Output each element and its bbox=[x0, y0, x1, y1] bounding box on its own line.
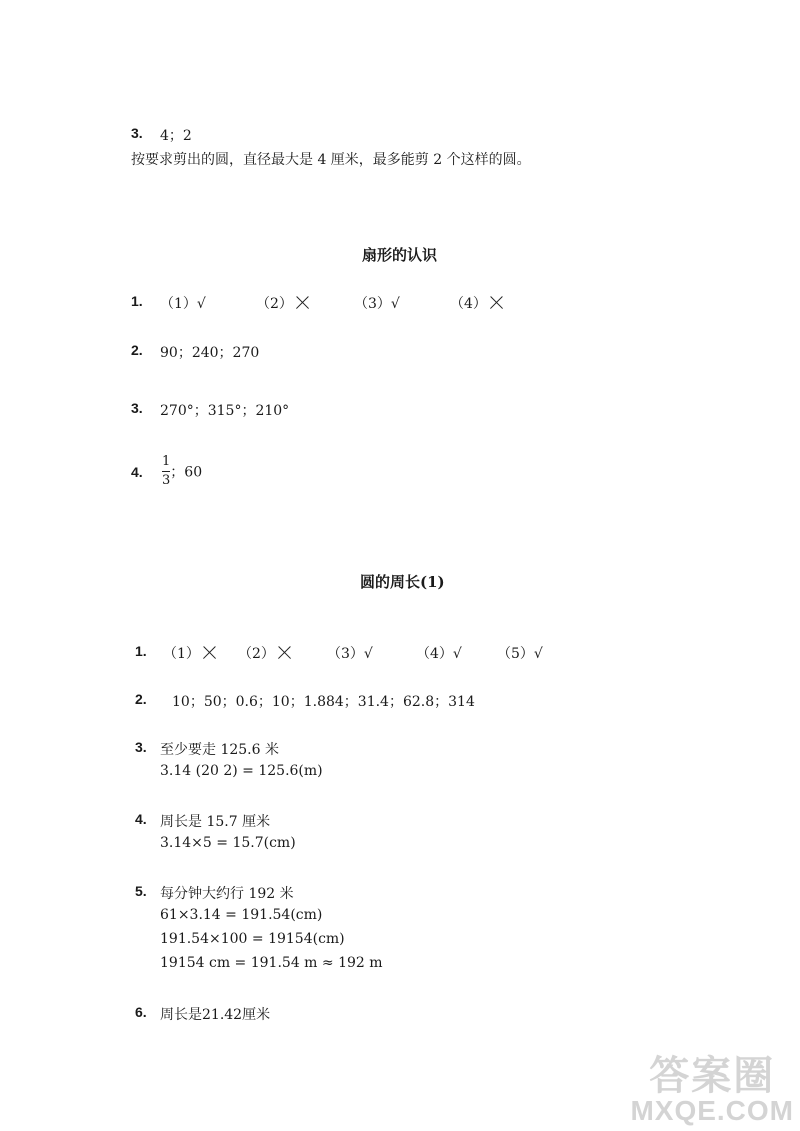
judgement-item: （1） bbox=[163, 643, 216, 663]
answer-text: 周长是 15.7 厘米 bbox=[160, 814, 271, 830]
check-icon: √ bbox=[390, 296, 400, 312]
question-number: 3. bbox=[131, 400, 143, 416]
question-number: 3. bbox=[131, 125, 143, 141]
question-number: 6. bbox=[135, 1004, 147, 1020]
calculation-line: 19154 cm = 191.54 m ≈ 192 m bbox=[160, 955, 383, 971]
question-number: 2. bbox=[135, 691, 147, 707]
calculation-line: 61×3.14 = 191.54(cm) bbox=[160, 907, 323, 923]
check-icon: √ bbox=[452, 646, 462, 662]
question-number: 4. bbox=[135, 811, 147, 827]
question-number: 3. bbox=[135, 739, 147, 755]
answer-text: 90；240；270 bbox=[160, 345, 260, 361]
check-icon: √ bbox=[196, 296, 206, 312]
question-number: 5. bbox=[135, 883, 147, 899]
judgement-item: （2） bbox=[256, 293, 309, 313]
fraction-answer: $\frac{1}{3}$ ；60 bbox=[162, 454, 203, 488]
judgement-item: （2） bbox=[238, 643, 291, 663]
cross-icon bbox=[202, 646, 216, 660]
judgement-item: （5）√ bbox=[497, 646, 543, 662]
section-title: 圆的周长(1) bbox=[360, 573, 445, 591]
calculation-line: 191.54×100 = 19154(cm) bbox=[160, 931, 345, 947]
answer-text: 周长是21.42厘米 bbox=[160, 1007, 271, 1023]
answer-text: 4；2 bbox=[160, 128, 192, 144]
answer-text: 10；50；0.6；10；1.884；31.4；62.8；314 bbox=[172, 694, 475, 710]
cross-icon bbox=[295, 296, 309, 310]
check-icon: √ bbox=[363, 646, 373, 662]
check-icon: √ bbox=[533, 646, 543, 662]
answer-text: 每分钟大约行 192 米 bbox=[160, 886, 294, 902]
watermark-logo: 答案圈 MXQE.COM bbox=[630, 1054, 794, 1126]
cross-icon bbox=[277, 646, 291, 660]
judgement-item: （4） bbox=[450, 293, 503, 313]
explanation-text: 按要求剪出的圆，直径最大是 4 厘米，最多能剪 2 个这样的圆。 bbox=[131, 152, 531, 168]
answer-text: 270°；315°；210° bbox=[160, 403, 290, 419]
question-number: 1. bbox=[135, 643, 147, 659]
section-title: 扇形的认识 bbox=[362, 246, 438, 264]
answer-text: 至少要走 125.6 米 bbox=[160, 742, 279, 758]
judgement-item: （4）√ bbox=[416, 646, 462, 662]
judgement-item: （3）√ bbox=[327, 646, 373, 662]
question-number: 4. bbox=[131, 464, 143, 480]
question-number: 2. bbox=[131, 342, 143, 358]
cross-icon bbox=[489, 296, 503, 310]
judgement-item: （3）√ bbox=[354, 296, 400, 312]
calculation-line: 3.14×5 = 15.7(cm) bbox=[160, 835, 296, 851]
calculation-line: 3.14 (20 2) = 125.6(m) bbox=[160, 763, 323, 779]
fraction: $\frac{1}{3}$ bbox=[162, 454, 171, 488]
judgement-item: （1）√ bbox=[160, 296, 206, 312]
question-number: 1. bbox=[131, 293, 143, 309]
